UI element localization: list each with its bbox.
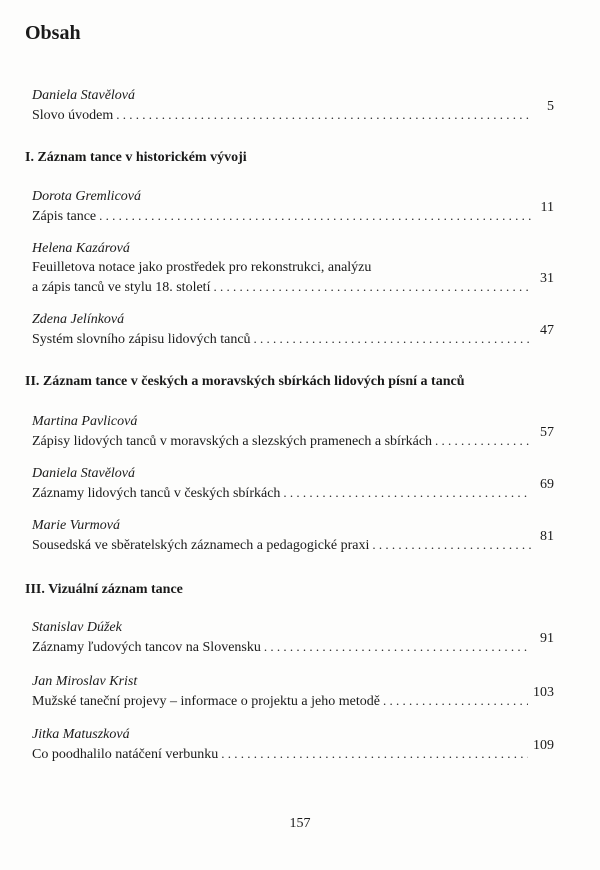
leader-dots	[383, 691, 528, 710]
toc-entry	[32, 412, 554, 451]
entry-author: Dorota Gremlicová	[32, 189, 141, 204]
leader-dots	[283, 483, 531, 502]
entry-title: Zápis tance	[32, 209, 97, 224]
leader-dots	[213, 277, 531, 296]
leader-dots	[264, 637, 531, 656]
entry-page: 31	[540, 271, 554, 286]
toc-entry	[32, 725, 554, 764]
entry-page: 11	[540, 200, 554, 215]
entry-author: Daniela Stavělová	[32, 466, 136, 481]
leader-dots	[221, 744, 528, 763]
page-title: Obsah	[25, 22, 81, 44]
toc-entry	[32, 672, 554, 711]
entry-author: Martina Pavlicová	[32, 414, 138, 429]
entry-title: Mužské taneční projevy – informace o projektu a jeho metodě	[32, 694, 380, 709]
toc-entry	[32, 86, 554, 125]
entry-page: 5	[547, 99, 554, 114]
toc-entry	[32, 187, 554, 226]
entry-author: Zdena Jelínková	[32, 312, 125, 327]
entry-page: 69	[540, 477, 554, 492]
entry-title: Záznamy lidových tanců v českých sbírkách	[32, 486, 281, 501]
toc-entry	[32, 464, 554, 503]
section-heading: II. Záznam tance v českých a moravských sbírkách lidových písní a tanců	[25, 374, 465, 389]
entry-title: Feuilletova notace jako prostředek pro rekonstrukci, analýzu	[32, 260, 372, 275]
toc-entry	[32, 618, 554, 657]
entry-page: 91	[540, 631, 554, 646]
entry-author: Stanislav Dúžek	[32, 620, 122, 635]
entry-title: Záznamy ľudových tancov na Slovensku	[32, 640, 261, 655]
entry-author: Daniela Stavělová	[32, 88, 136, 103]
entry-page: 109	[533, 738, 554, 753]
entry-page: 81	[540, 529, 554, 544]
entry-title-continued: a zápis tanců ve stylu 18. století	[32, 280, 211, 295]
leader-dots	[435, 431, 531, 450]
leader-dots	[116, 105, 531, 124]
leader-dots	[372, 535, 531, 554]
entry-author: Jan Miroslav Krist	[32, 674, 138, 689]
entry-page: 103	[533, 685, 554, 700]
entry-author: Jitka Matuszková	[32, 727, 130, 742]
leader-dots	[99, 206, 531, 225]
entry-title: Slovo úvodem	[32, 108, 114, 123]
entry-page: 57	[540, 425, 554, 440]
section-heading: III. Vizuální záznam tance	[25, 582, 183, 597]
entry-title: Sousedská ve sběratelských záznamech a pedagogické praxi	[32, 538, 370, 553]
toc-entry	[32, 516, 554, 555]
entry-page: 47	[540, 323, 554, 338]
toc-entry	[32, 239, 554, 297]
page-number: 157	[289, 816, 311, 831]
entry-title: Zápisy lidových tanců v moravských a slezských pramenech a sbírkách	[32, 434, 433, 449]
entry-author: Marie Vurmová	[32, 518, 120, 533]
entry-title: Systém slovního zápisu lidových tanců	[32, 332, 251, 347]
toc-entry	[32, 310, 554, 349]
section-heading: I. Záznam tance v historickém vývoji	[25, 150, 247, 165]
leader-dots	[254, 329, 531, 348]
entry-author: Helena Kazárová	[32, 241, 130, 256]
entry-title: Co poodhalilo natáčení verbunku	[32, 747, 219, 762]
